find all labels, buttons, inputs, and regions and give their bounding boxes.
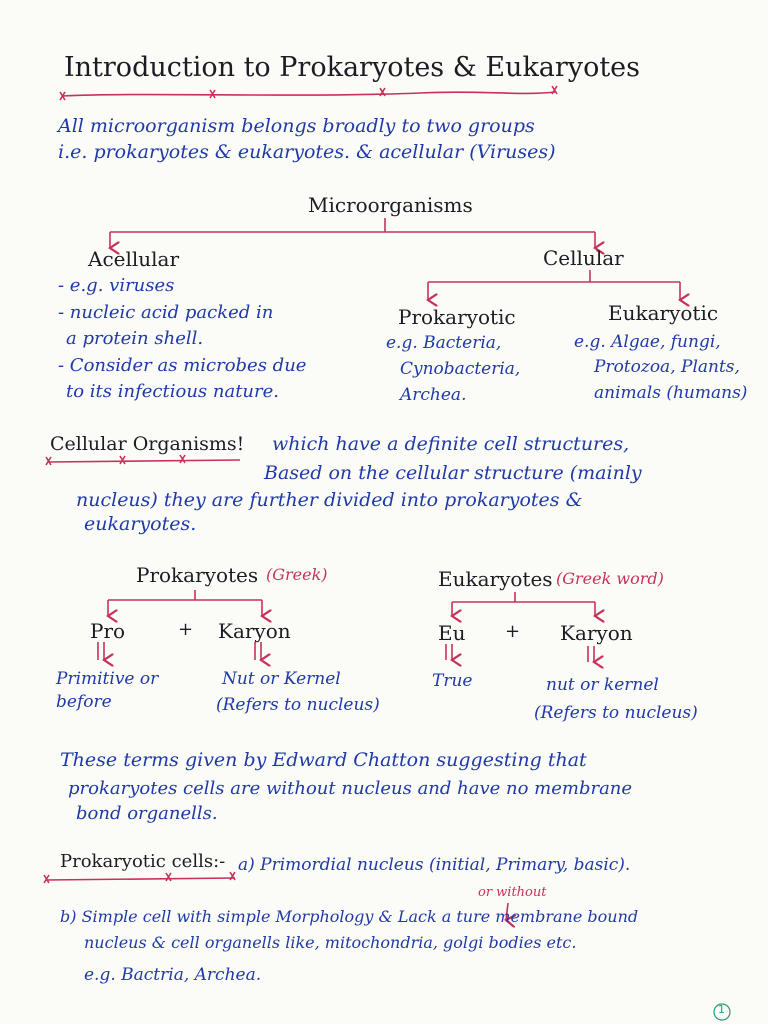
- prokaryotic-cells-point-b-2: nucleus & cell organells like, mitochondria, golgi bodies etc.: [84, 933, 577, 952]
- page-number: 1: [718, 1003, 725, 1016]
- eukaryotic-example-3: animals (humans): [594, 383, 748, 403]
- intro-line-2: i.e. prokaryotes & eukaryotes. & acellular (Viruses): [58, 141, 556, 163]
- eukaryotes-meaning-eu: True: [432, 671, 473, 691]
- prokaryotic-example-3: Archea.: [400, 385, 467, 405]
- prokaryotic-example-1: e.g. Bacteria,: [386, 333, 502, 353]
- acellular-point-2: - nucleic acid packed in: [58, 302, 274, 323]
- prokaryotic-cells-underline: [46, 878, 235, 880]
- eukaryotes-part-eu: Eu: [438, 621, 466, 645]
- cellular-organisms-line-1: which have a definite cell structures,: [272, 433, 630, 455]
- eukaryotic-example-1: e.g. Algae, fungi,: [574, 332, 721, 352]
- acellular-point-3: a protein shell.: [66, 328, 204, 349]
- acellular-point-1: - e.g. viruses: [58, 275, 175, 296]
- prokaryotes-meaning-pro-2: before: [56, 692, 112, 712]
- prokaryotes-part-pro: Pro: [90, 619, 126, 643]
- eukaryotes-meaning-karyon-1: nut or kernel: [546, 675, 659, 695]
- prokaryotes-word: Prokaryotes: [136, 563, 259, 587]
- terms-note-line-2: prokaryotes cells are without nucleus and have no membrane: [68, 778, 633, 799]
- title-underline: [62, 92, 555, 96]
- cellular-organisms-underline: [48, 460, 240, 462]
- cellular-label: Cellular: [543, 246, 624, 270]
- eukaryotes-word: Eukaryotes: [438, 567, 553, 591]
- prokaryotes-meaning-pro-1: Primitive or: [56, 669, 159, 689]
- cellular-organisms-line-3: nucleus) they are further divided into prokaryotes &: [76, 489, 583, 511]
- prokaryotes-meaning-karyon-2: (Refers to nucleus): [216, 695, 380, 715]
- eukaryotes-meaning-karyon-2: (Refers to nucleus): [534, 703, 698, 723]
- prokaryotic-cells-heading: Prokaryotic cells:-: [60, 851, 226, 872]
- prokaryotes-plus: +: [178, 619, 194, 640]
- terms-note-line-3: bond organells.: [76, 803, 218, 824]
- acellular-point-4: - Consider as microbes due: [58, 355, 307, 376]
- prokaryotic-cells-point-a: a) Primordial nucleus (initial, Primary, basic).: [238, 855, 631, 875]
- terms-note-line-1: These terms given by Edward Chatton suggesting that: [60, 749, 587, 771]
- eukaryotes-plus: +: [505, 621, 521, 642]
- eukaryotes-origin: (Greek word): [556, 569, 664, 588]
- prokaryotes-origin: (Greek): [266, 565, 328, 584]
- cellular-organisms-line-4: eukaryotes.: [84, 513, 197, 535]
- eukaryotic-label: Eukaryotic: [608, 301, 719, 325]
- acellular-point-5: to its infectious nature.: [66, 381, 279, 402]
- acellular-label: Acellular: [88, 247, 180, 271]
- prokaryotic-example-2: Cynobacteria,: [400, 359, 521, 379]
- prokaryotic-cells-point-b-1: b) Simple cell with simple Morphology & Lack a ture membrane bound: [60, 907, 639, 926]
- eukaryotic-example-2: Protozoa, Plants,: [594, 357, 740, 377]
- intro-line-1: All microorganism belongs broadly to two groups: [58, 115, 535, 137]
- page-title: Introduction to Prokaryotes & Eukaryotes: [64, 52, 641, 83]
- prokaryotic-cells-point-b-3: e.g. Bactria, Archea.: [84, 965, 262, 985]
- prokaryotes-meaning-karyon-1: Nut or Kernel: [222, 669, 341, 689]
- or-without-annotation: or without: [478, 885, 547, 900]
- eukaryotes-part-karyon: Karyon: [560, 621, 633, 645]
- cellular-organisms-line-2: Based on the cellular structure (mainly: [264, 462, 642, 484]
- cellular-organisms-heading: Cellular Organisms!: [50, 433, 245, 455]
- prokaryotes-part-karyon: Karyon: [218, 619, 291, 643]
- prokaryotic-label: Prokaryotic: [398, 305, 516, 329]
- tree-root-label: Microorganisms: [308, 193, 473, 217]
